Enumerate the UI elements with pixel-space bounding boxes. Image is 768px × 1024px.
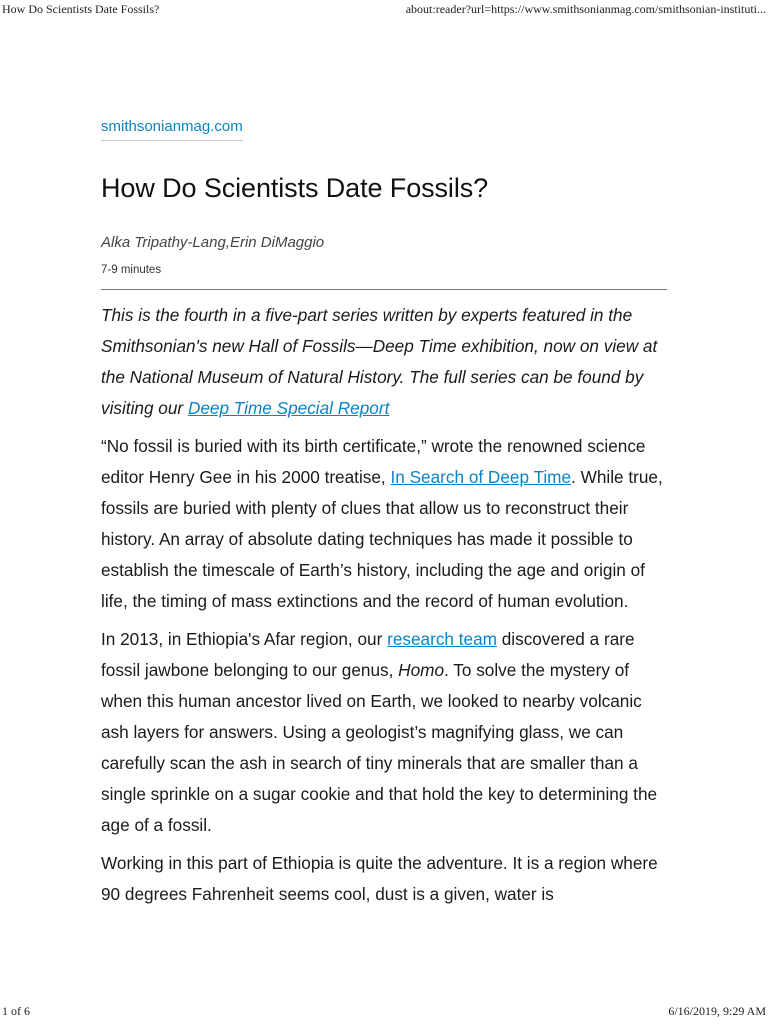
article-title: How Do Scientists Date Fossils? <box>101 173 489 203</box>
paragraph-text: discovered a rare fossil jawbone belonging to our genus, <box>101 629 635 680</box>
research-team-link[interactable]: research team <box>387 629 497 649</box>
header-divider <box>101 289 667 290</box>
print-header-title: How Do Scientists Date Fossils? <box>2 2 160 16</box>
print-footer <box>0 1004 768 1020</box>
paragraph-text: Working in this part of Ethiopia is quite the adventure. It is a region where 90 degrees Fahrenheit seems cool, dust is a given, water is <box>101 853 658 904</box>
reading-time: 7-9 minutes <box>101 264 162 276</box>
article-paragraph <box>101 624 667 841</box>
page-number: 1 of 6 <box>2 1004 30 1018</box>
reader-view <box>101 118 667 917</box>
paragraph-text: “No fossil is buried with its birth certificate,” wrote the renowned science editor Henry Gee in his 2000 treatise, <box>101 436 646 487</box>
source-domain-link[interactable]: smithsonianmag.com <box>101 118 243 141</box>
print-header-url: about:reader?url=https://www.smithsonianmag.com/smithsonian-instituti... <box>405 2 766 16</box>
intro-text: This is the fourth in a five-part series written by experts featured in the Smithsonian's new Hall of Fossils—Deep Time exhibition, now on view at the National Museum of Natural History. The full series can be found by visiting our <box>101 305 658 418</box>
paragraph-text: . To solve the mystery of when this human ancestor lived on Earth, we looked to nearby volcanic ash layers for answers. Using a geologist’s magnifying glass, we can carefully scan the ash in search of tiny minerals that are smaller than a single sprinkle on a sugar cookie and that hold the key to determining the age of a fossil. <box>101 660 658 835</box>
article-intro-paragraph <box>101 300 667 424</box>
print-datetime: 6/16/2019, 9:29 AM <box>668 1004 766 1018</box>
in-search-of-deep-time-link[interactable]: In Search of Deep Time <box>390 467 572 487</box>
paragraph-text: In 2013, in Ethiopia's Afar region, our <box>101 629 388 649</box>
genus-name: Homo <box>398 660 445 680</box>
print-header <box>0 2 768 18</box>
deep-time-special-report-link[interactable]: Deep Time Special Report <box>187 398 390 418</box>
article-byline: Alka Tripathy-Lang,Erin DiMaggio <box>101 234 325 251</box>
paragraph-text: . While true, fossils are buried with plenty of clues that allow us to reconstruct their history. An array of absolute dating techniques has made it possible to establish the timescale of Earth’s history, including the age and origin of life, the timing of mass extinctions and the record of human evolution. <box>101 467 663 611</box>
article-paragraph <box>101 848 667 910</box>
article-paragraph <box>101 431 667 617</box>
article-content <box>101 300 667 910</box>
